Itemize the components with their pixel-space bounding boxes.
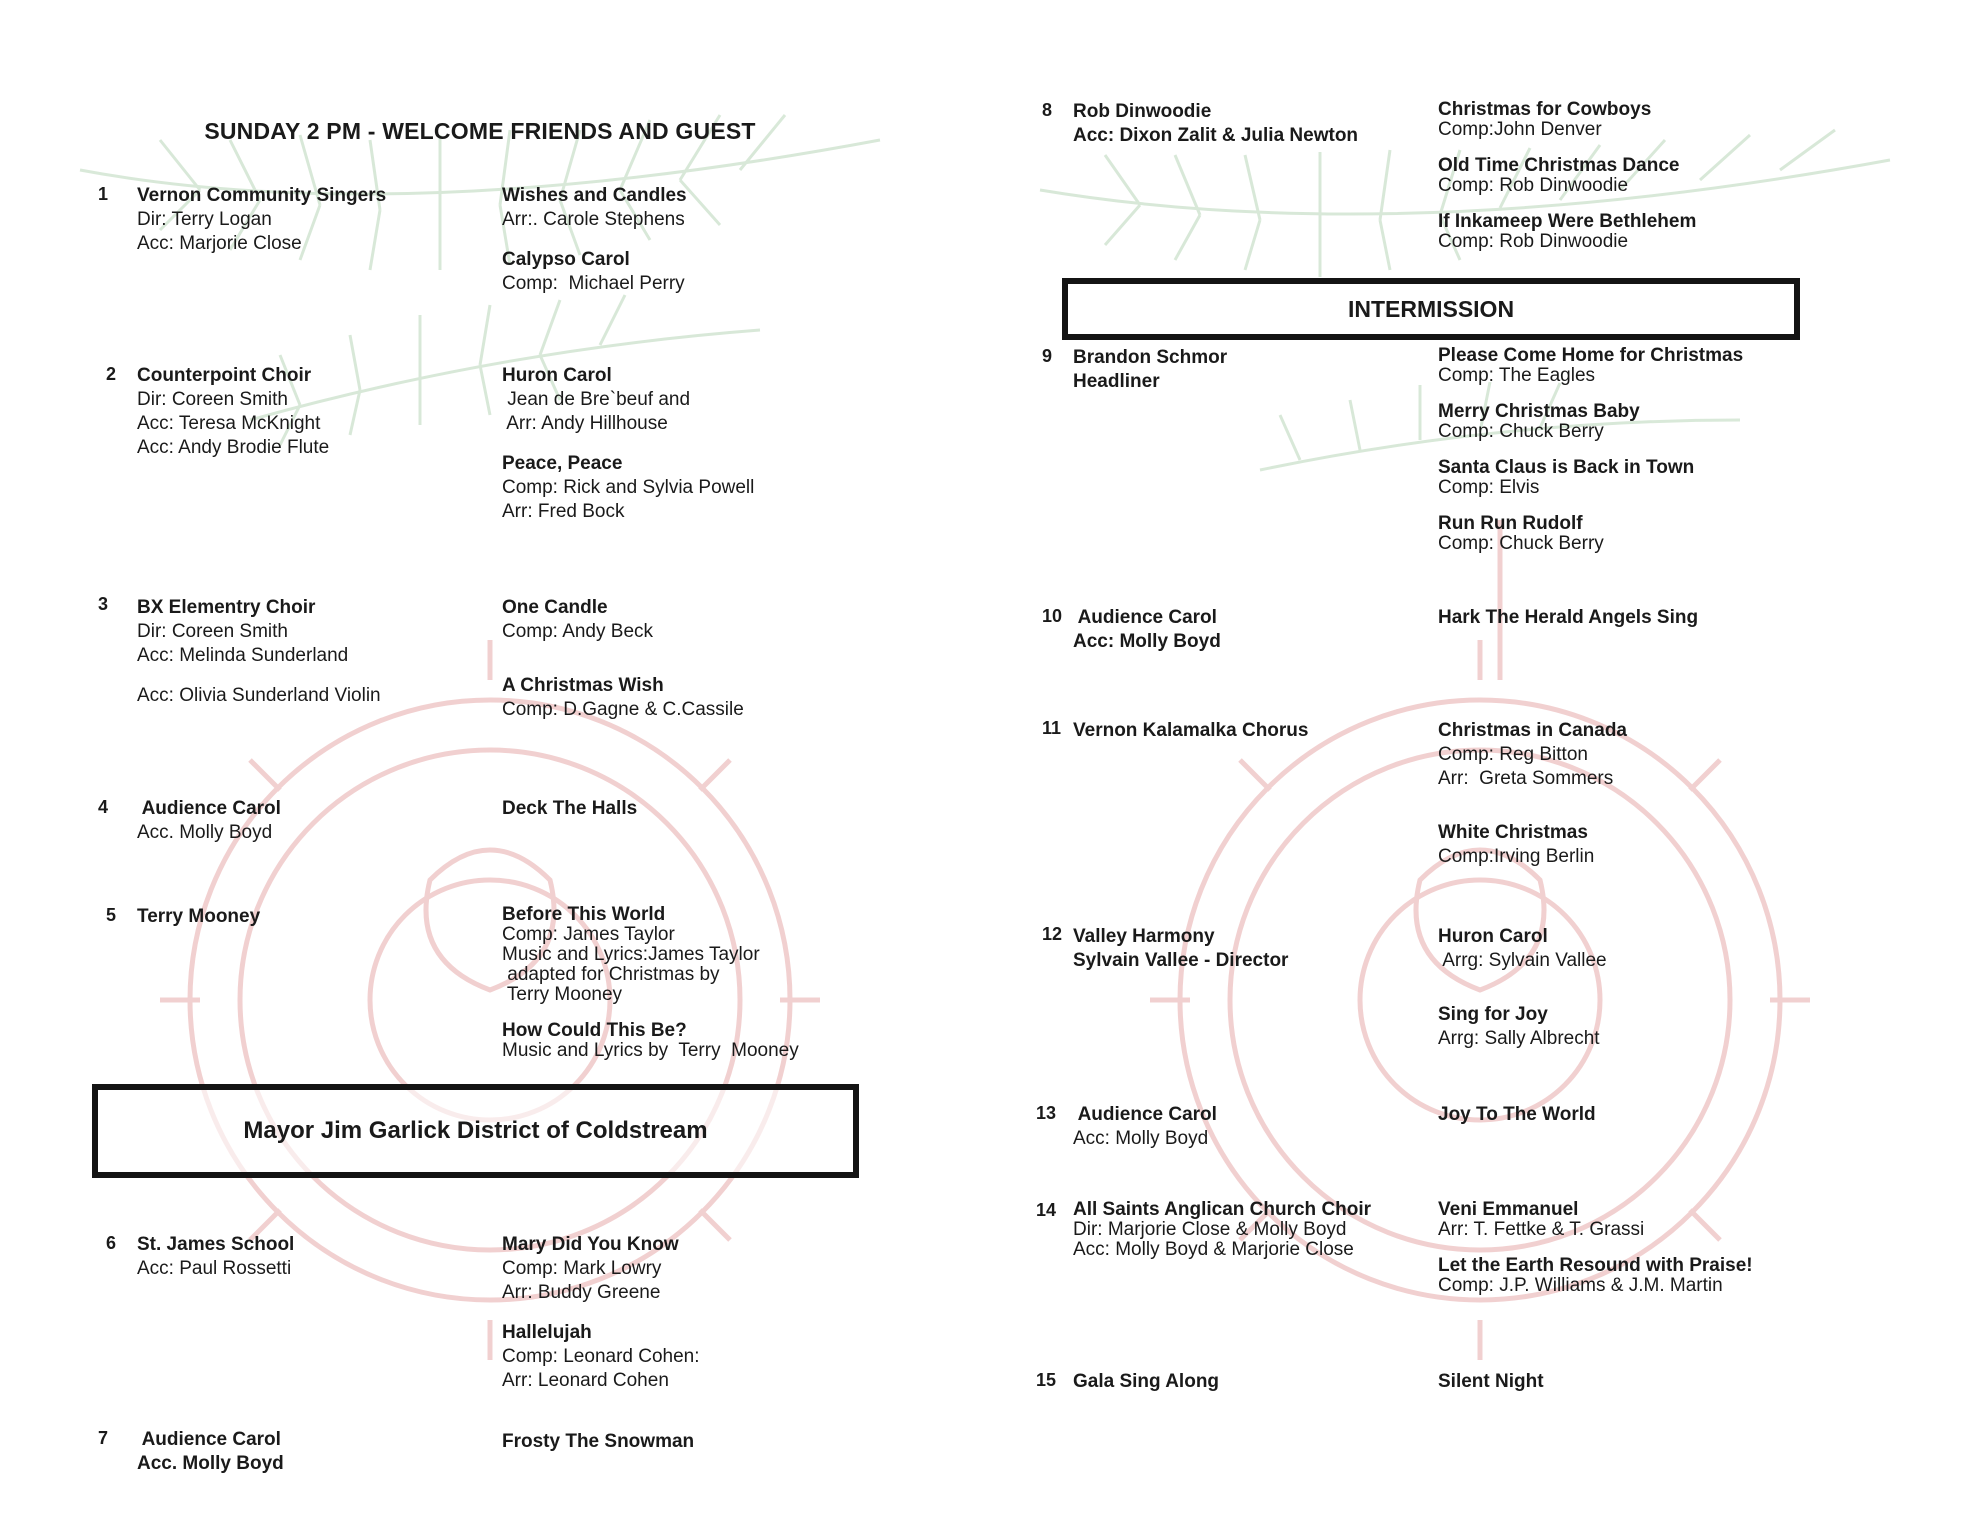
song-title: Huron Carol (502, 365, 612, 386)
performer-block (1073, 606, 1221, 654)
song-title: White Christmas (1438, 822, 1588, 843)
song-title: Wishes and Candles (502, 185, 687, 206)
performer-name: Audience Carol (1073, 607, 1217, 628)
performer-detail: Dir: Coreen Smith (137, 389, 288, 410)
song-title: Hark The Herald Angels Sing (1438, 607, 1699, 628)
song-title: Calypso Carol (502, 249, 630, 270)
song-credit: Comp: Chuck Berry (1438, 533, 1604, 554)
performer-detail: Sylvain Vallee - Director (1073, 950, 1289, 971)
song-title: Run Run Rudolf (1438, 513, 1583, 534)
performer-detail: Acc: Marjorie Close (137, 233, 302, 254)
performer-name: Audience Carol (137, 1429, 281, 1450)
item-number: 10 (1042, 606, 1063, 626)
performer-detail: Acc: Melinda Sunderland (137, 645, 349, 666)
song-credit: Arr: Buddy Greene (502, 1282, 661, 1303)
performer-detail: Acc: Molly Boyd (1073, 1128, 1209, 1149)
performer-name: Rob Dinwoodie (1073, 101, 1212, 122)
performer-name: Counterpoint Choir (137, 365, 312, 386)
item-number: 7 (98, 1428, 109, 1448)
song-title: Silent Night (1438, 1371, 1544, 1392)
song-credit: Arr: T. Fettke & T. Grassi (1438, 1219, 1645, 1240)
performer-block (1073, 1103, 1217, 1151)
song-title: Mary Did You Know (502, 1234, 679, 1255)
song-credit: Comp: Rob Dinwoodie (1438, 175, 1629, 196)
performer-block (1073, 719, 1308, 743)
song-title: Before This World (502, 904, 666, 925)
performer-block (137, 184, 386, 256)
song-block (1438, 100, 1696, 252)
song-title: Huron Carol (1438, 926, 1548, 947)
song-credit: Comp: Reg Bitton (1438, 744, 1588, 765)
page-title: SUNDAY 2 PM - WELCOME FRIENDS AND GUEST (204, 118, 756, 144)
item-number: 1 (98, 184, 109, 204)
performer-block (137, 364, 329, 460)
song-block (502, 905, 799, 1061)
song-title: Merry Christmas Baby (1438, 401, 1640, 422)
song-block (1438, 346, 1743, 554)
song-title: If Inkameep Were Bethlehem (1438, 211, 1697, 232)
performer-block (137, 1428, 284, 1476)
song-credit: Arrg: Sylvain Vallee (1438, 950, 1607, 971)
song-credit: adapted for Christmas by (502, 964, 720, 985)
item-number: 4 (98, 797, 109, 817)
item-number: 8 (1042, 100, 1053, 120)
song-block (502, 797, 637, 821)
song-credit: Comp:Irving Berlin (1438, 846, 1595, 867)
song-credit: Comp: Mark Lowry (502, 1258, 662, 1279)
song-title: How Could This Be? (502, 1020, 687, 1041)
item-number: 13 (1036, 1103, 1057, 1123)
item-number: 11 (1042, 718, 1062, 738)
performer-name: BX Elementry Choir (137, 597, 316, 618)
song-title: Peace, Peace (502, 453, 623, 474)
song-title: Deck The Halls (502, 798, 638, 819)
performer-block (137, 797, 281, 845)
performer-block (1073, 100, 1358, 148)
performer-detail: Acc: Molly Boyd & Marjorie Close (1073, 1239, 1354, 1260)
song-credit: Comp: Chuck Berry (1438, 421, 1604, 442)
song-credit: Jean de Bre`beuf and (502, 389, 691, 410)
song-title: Joy To The World (1438, 1104, 1596, 1125)
song-title: Santa Claus is Back in Town (1438, 457, 1695, 478)
item-number: 3 (98, 594, 109, 614)
song-title: Frosty The Snowman (502, 1431, 695, 1452)
performer-detail: Acc. Molly Boyd (137, 1453, 284, 1474)
song-credit: Comp: J.P. Williams & J.M. Martin (1438, 1275, 1723, 1296)
performer-detail: Dir: Coreen Smith (137, 621, 288, 642)
song-block (1438, 606, 1698, 630)
song-credit: Comp: Elvis (1438, 477, 1540, 498)
performer-name: St. James School (137, 1234, 295, 1255)
performer-detail: Acc. Molly Boyd (137, 822, 273, 843)
song-credit: Music and Lyrics by Terry Mooney (502, 1040, 799, 1061)
song-credit: Music and Lyrics:James Taylor (502, 944, 760, 965)
song-credit: Comp: Rob Dinwoodie (1438, 231, 1629, 252)
song-credit: Comp: James Taylor (502, 924, 675, 945)
mayor-banner (92, 1084, 859, 1178)
song-credit: Comp: D.Gagne & C.Cassile (502, 699, 744, 720)
song-block (1438, 1103, 1596, 1127)
performer-name: Gala Sing Along (1073, 1371, 1220, 1392)
song-title: A Christmas Wish (502, 675, 664, 696)
song-credit: Arr: Andy Hillhouse (502, 413, 668, 434)
song-title: Let the Earth Resound with Praise! (1438, 1255, 1753, 1276)
song-block (502, 596, 744, 722)
performer-name: Valley Harmony (1073, 926, 1215, 947)
song-credit: Arr:. Carole Stephens (502, 209, 685, 230)
song-block (502, 364, 754, 524)
performer-name: All Saints Anglican Church Choir (1073, 1199, 1372, 1220)
song-credit: Arr: Fred Bock (502, 501, 625, 522)
song-title: Hallelujah (502, 1322, 592, 1343)
item-number: 2 (106, 364, 117, 384)
performer-detail: Acc: Olivia Sunderland Violin (137, 685, 381, 706)
song-credit: Comp: The Eagles (1438, 365, 1596, 386)
song-title: Old Time Christmas Dance (1438, 155, 1680, 176)
song-block (1438, 925, 1607, 1051)
song-title: Christmas in Canada (1438, 720, 1627, 741)
song-title: Christmas for Cowboys (1438, 99, 1652, 120)
item-number: 5 (106, 905, 117, 925)
song-block (1438, 719, 1627, 869)
performer-name: Brandon Schmor (1073, 347, 1228, 368)
performer-block (1073, 346, 1227, 394)
song-block (1438, 1200, 1753, 1296)
performer-detail: Acc: Molly Boyd (1073, 631, 1221, 652)
song-block (1438, 1370, 1544, 1394)
song-credit: Terry Mooney (502, 984, 623, 1005)
performer-block (137, 1233, 294, 1281)
mayor-banner-text: Mayor Jim Garlick District of Coldstream (243, 1117, 708, 1144)
performer-block (1073, 925, 1288, 973)
performer-name: Audience Carol (1073, 1104, 1217, 1125)
performer-name: Terry Mooney (137, 906, 261, 927)
song-title: One Candle (502, 597, 608, 618)
performer-name: Vernon Kalamalka Chorus (1073, 720, 1309, 741)
song-block (502, 184, 687, 296)
song-credit: Comp:John Denver (1438, 119, 1602, 140)
performer-detail: Acc: Dixon Zalit & Julia Newton (1073, 125, 1359, 146)
song-credit: Comp: Leonard Cohen: (502, 1346, 700, 1367)
intermission-banner (1062, 278, 1800, 340)
item-number: 15 (1036, 1370, 1057, 1390)
song-credit: Comp: Rick and Sylvia Powell (502, 477, 755, 498)
song-block (502, 1233, 700, 1393)
song-block (502, 1430, 694, 1454)
performer-name: Audience Carol (137, 798, 281, 819)
song-credit: Comp: Andy Beck (502, 621, 654, 642)
song-credit: Comp: Michael Perry (502, 273, 685, 294)
song-credit: Arrg: Sally Albrecht (1438, 1028, 1600, 1049)
song-title: Please Come Home for Christmas (1438, 345, 1744, 366)
performer-block (1073, 1200, 1371, 1260)
performer-detail: Dir: Marjorie Close & Molly Boyd (1073, 1219, 1347, 1240)
item-number: 12 (1042, 924, 1063, 944)
performer-block (137, 905, 260, 929)
item-number: 6 (106, 1233, 117, 1253)
item-number: 9 (1042, 346, 1053, 366)
song-credit: Arr: Leonard Cohen (502, 1370, 669, 1391)
performer-name: Vernon Community Singers (137, 185, 387, 206)
item-number: 14 (1036, 1200, 1057, 1220)
song-title: Veni Emmanuel (1438, 1199, 1579, 1220)
performer-detail: Acc: Andy Brodie Flute (137, 437, 330, 458)
performer-detail: Dir: Terry Logan (137, 209, 272, 230)
performer-detail: Acc: Teresa McKnight (137, 413, 321, 434)
performer-block (1073, 1370, 1219, 1394)
song-title: Sing for Joy (1438, 1004, 1548, 1025)
performer-detail: Acc: Paul Rossetti (137, 1258, 292, 1279)
performer-block (137, 596, 381, 708)
performer-detail: Headliner (1073, 371, 1160, 392)
song-credit: Arr: Greta Sommers (1438, 768, 1614, 789)
intermission-text: INTERMISSION (1347, 295, 1515, 322)
